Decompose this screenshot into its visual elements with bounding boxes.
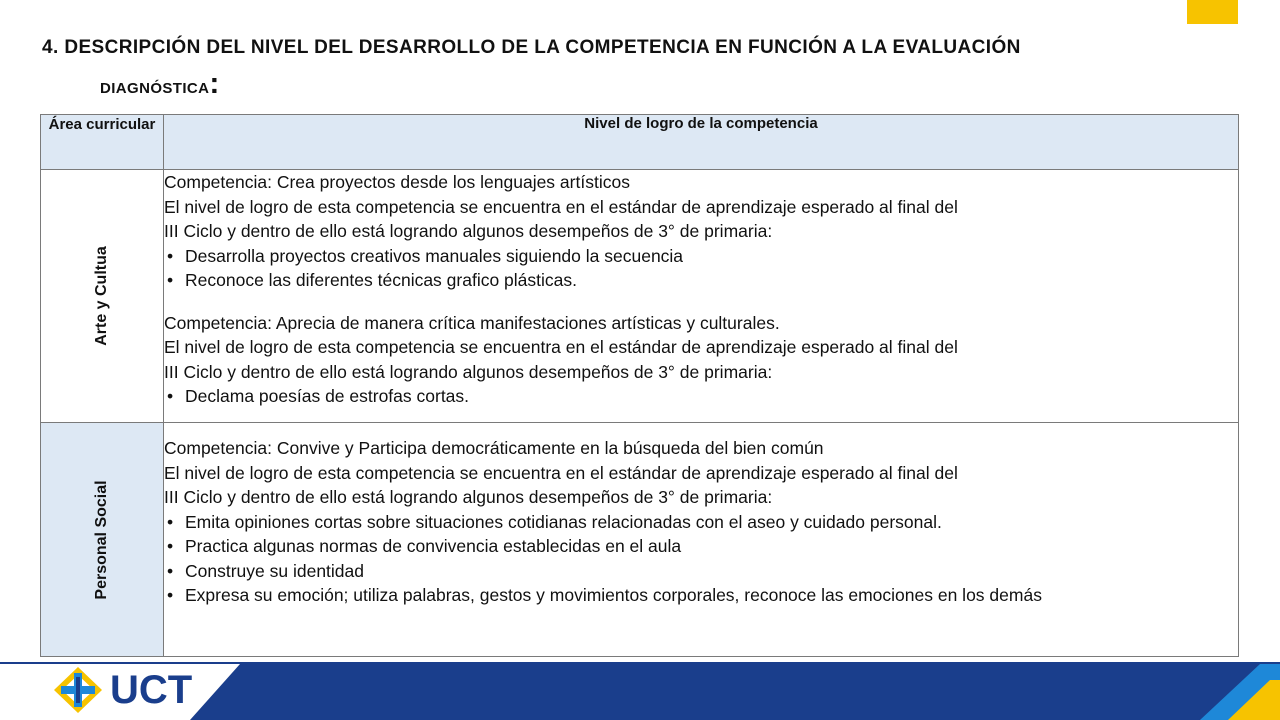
- area-label-arte: Arte y Cultua: [93, 246, 110, 346]
- list-item: • Expresa su emoción; utiliza palabras, gestos y movimientos corporales, reconoce las emociones en los demás: [164, 583, 1238, 608]
- table-row: [41, 423, 1239, 657]
- page-title: [42, 30, 1252, 107]
- competencia-text: Competencia: Crea proyectos desde los lenguajes artísticos: [164, 172, 630, 192]
- nivel-text: El nivel de logro de esta competencia se encuentra en el estándar de aprendizaje esperado al final del: [164, 462, 958, 483]
- level-cell: [164, 423, 1239, 657]
- header-level: Nivel de logro de la competencia: [164, 115, 1239, 170]
- area-cell: [41, 423, 164, 657]
- list-item: • Emita opiniones cortas sobre situaciones cotidianas relacionadas con el aseo y cuidado personal.: [164, 510, 1238, 535]
- area-label-personal: Personal Social: [93, 479, 110, 600]
- competencia-text: Competencia: Convive y Participa democráticamente en la búsqueda del bien común: [164, 438, 824, 458]
- competencia-text: Competencia: Aprecia de manera crítica manifestaciones artísticas y culturales.: [164, 312, 780, 333]
- corner-accent: [1187, 0, 1238, 24]
- list-item: • Reconoce las diferentes técnicas grafico plásticas.: [164, 268, 1238, 293]
- desempenos-list: [164, 244, 1238, 293]
- level-cell: [164, 170, 1239, 423]
- desempenos-list: [164, 510, 1238, 608]
- table-header-row: [41, 115, 1239, 170]
- spacer: [164, 293, 1238, 311]
- uct-logo-text: UCT: [110, 668, 193, 712]
- title-colon: :: [209, 67, 220, 100]
- area-cell: [41, 170, 164, 423]
- list-item: • Declama poesías de estrofas cortas.: [164, 384, 1238, 409]
- list-item: • Desarrolla proyectos creativos manuales siguiendo la secuencia: [164, 244, 1238, 269]
- table-row: [41, 170, 1239, 423]
- list-item: • Construye su identidad: [164, 559, 1238, 584]
- footer-banner: [0, 660, 1280, 720]
- nivel-text: III Ciclo y dentro de ello está logrando algunos desempeños de 3° de primaria:: [164, 487, 773, 507]
- competency-table: [40, 114, 1239, 657]
- title-line-2: DIAGNÓSTICA: [100, 80, 210, 97]
- nivel-text: El nivel de logro de esta competencia se encuentra en el estándar de aprendizaje esperado al final del: [164, 337, 958, 357]
- uct-emblem-icon: [52, 665, 104, 715]
- list-item: • Practica algunas normas de convivencia establecidas en el aula: [164, 534, 1238, 559]
- header-area: Área curricular: [41, 115, 164, 170]
- nivel-text: El nivel de logro de esta competencia se encuentra en el estándar de aprendizaje esperado al final del: [164, 196, 958, 217]
- title-line-1: 4. DESCRIPCIÓN DEL NIVEL DEL DESARROLLO DE LA COMPETENCIA EN FUNCIÓN A LA EVALUACIÓN: [42, 37, 1021, 58]
- nivel-text: III Ciclo y dentro de ello está logrando algunos desempeños de 3° de primaria:: [164, 361, 773, 382]
- nivel-text: III Ciclo y dentro de ello está logrando algunos desempeños de 3° de primaria:: [164, 221, 773, 241]
- desempenos-list: [164, 384, 1238, 409]
